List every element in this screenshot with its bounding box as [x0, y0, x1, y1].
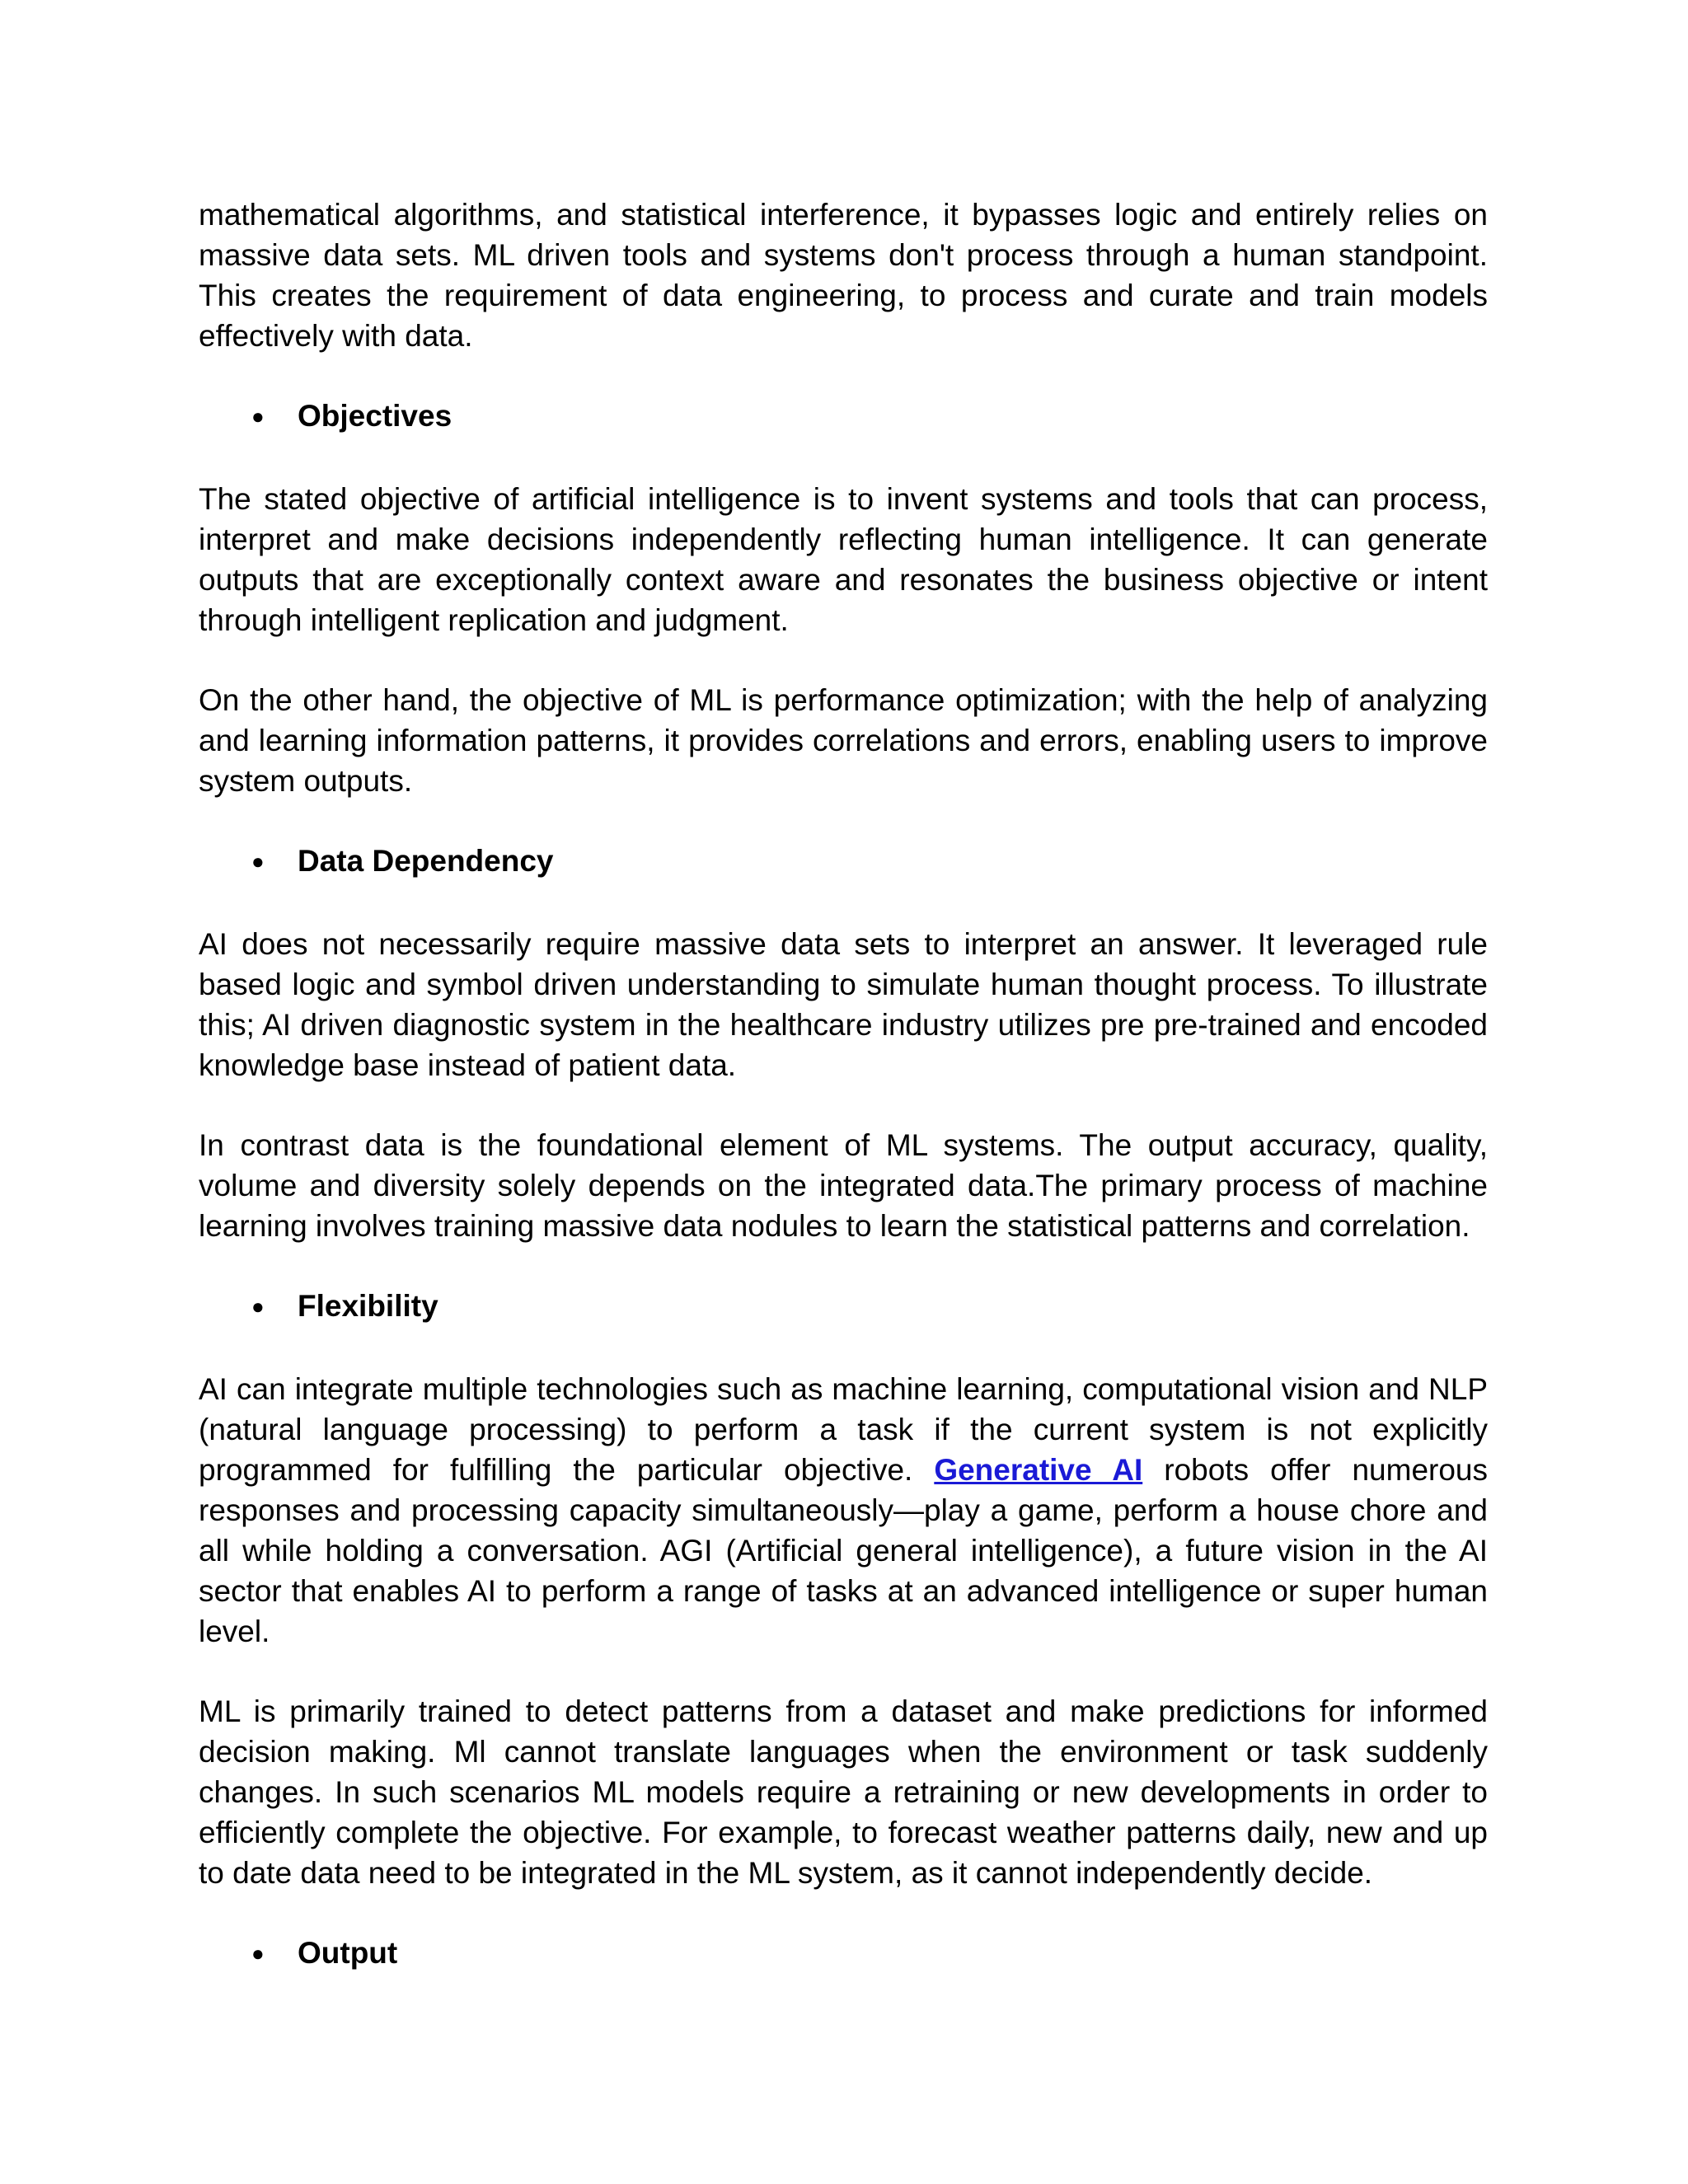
paragraph-ml-data-reliance: mathematical algorithms, and statistical interference, it bypasses logic and entirely relies on massive data sets. ML driven tools and systems don't process through a human standpoint. This creates the requirement of data engineering, to process and curate and train models effectively with data.	[199, 198, 1488, 353]
bullet-icon	[251, 1933, 298, 1976]
paragraph-ml-flexibility: ML is primarily trained to detect patterns from a dataset and make predictions for informed decision making. Ml cannot translate languages when the environment or task suddenly changes. In such scenarios ML models require a retraining or new developments in order to efficiently complete the objective. For example, to forecast weather patterns daily, new and up to date data need to be integrated in the ML system, as it cannot independently decide.	[199, 1694, 1488, 1890]
heading-output-label: Output	[298, 1936, 398, 1970]
document-body	[199, 194, 1488, 2016]
paragraph-ai-flexibility-end: robots offer numerous responses and processing capacity simultaneously—play a game, perform a house chore and all while holding a conversation. AGI (Artificial general intelligence), a future vision in the AI sector that enables AI to perform a range of tasks at an advanced intelligence or super human level.	[199, 1453, 1488, 1648]
bullet-icon	[251, 841, 298, 884]
bullet-icon	[251, 396, 298, 439]
paragraph-ai-flexibility-start: AI can integrate multiple technologies such as machine learning, computational vision and NLP (natural language processing) to perform a task if the current system is not explicitly programmed for fulfilling the particular objective.	[199, 1372, 1488, 1487]
heading-objectives-label: Objectives	[298, 399, 452, 433]
heading-flexibility	[199, 1286, 1488, 1329]
paragraph-ml-objective: On the other hand, the objective of ML is performance optimization; with the help of analyzing and learning information patterns, it provides correlations and errors, enabling users to improve system outputs.	[199, 683, 1488, 798]
generative-ai-link[interactable]: Generative AI	[934, 1453, 1143, 1487]
heading-output	[199, 1933, 1488, 1976]
paragraph-ai-flexibility	[199, 1369, 1488, 1652]
paragraph-ml-data-dependency: In contrast data is the foundational element of ML systems. The output accuracy, quality, volume and diversity solely depends on the integrated data.The primary process of machine learning involves training massive data nodules to learn the statistical patterns and correlation.	[199, 1128, 1488, 1243]
paragraph-ai-data-dependency: AI does not necessarily require massive data sets to interpret an answer. It leveraged rule based logic and symbol driven understanding to simulate human thought process. To illustrate this; AI driven diagnostic system in the healthcare industry utilizes pre pre-trained and encoded knowledge base instead of patient data.	[199, 927, 1488, 1082]
heading-flexibility-label: Flexibility	[298, 1289, 438, 1323]
heading-objectives	[199, 396, 1488, 439]
heading-data-dependency-label: Data Dependency	[298, 844, 554, 878]
heading-data-dependency	[199, 841, 1488, 884]
paragraph-ai-objective: The stated objective of artificial intelligence is to invent systems and tools that can process, interpret and make decisions independently reflecting human intelligence. It can generate outputs that are exceptionally context aware and resonates the business objective or intent through intelligent replication and judgment.	[199, 482, 1488, 637]
bullet-icon	[251, 1286, 298, 1329]
